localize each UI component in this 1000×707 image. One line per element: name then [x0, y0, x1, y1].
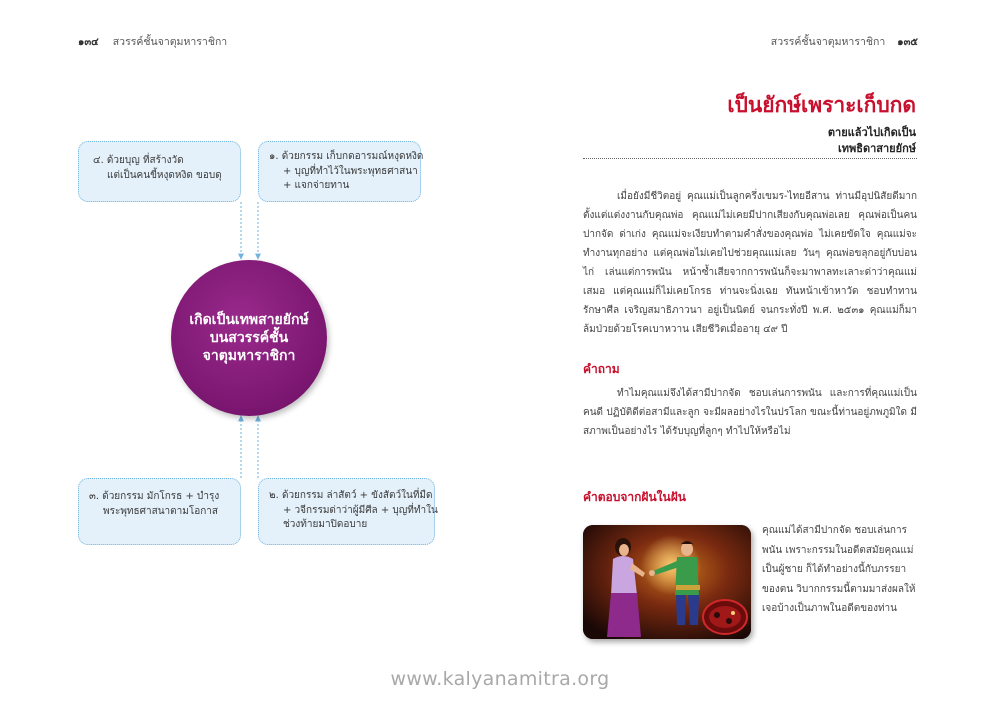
box-text-line: + แจกจ่ายทาน: [283, 180, 350, 191]
center-circle-line: เกิดเป็นเทพสายยักษ์: [189, 312, 309, 328]
box-text-line: แต่เป็นคนขี้หงุดหงิด ขอบดุ: [107, 169, 222, 181]
article-subtitle: [828, 125, 916, 157]
center-circle-line: จาตุมหาราชิกา: [202, 348, 296, 364]
answer-heading: คำตอบจากฝันในฝัน: [583, 490, 686, 504]
story-text: เมื่อยังมีชีวิตอยู่ คุณแม่เป็นลูกครึ่งเขมร-ไทยอีสาน ท่านมีอุปนิสัยดีมาก ตั้งแต่แต่งงานกับคุณพ่อ คุณแม่ไม่เคยมีปากเสียงกับคุณพ่อเลย คุณพ่อเป็นคนปากจัด ด่าเก่ง คุณแม่จะเงียบทำตามคำสั่งของคุณพ่อ ไม่เคยขัดใจ คุณแม่จะทำงานทุกอย่าง แต่คุณพ่อไม่เคยไปช่วยคุณแม่เลย วันๆ คุณพ่อขลุกอยู่กับบ่อนไก่ เล่นแต่การพนัน หน้าซ้ำเสียจากการพนันก็จะมาพาลทะเลาะด่าว่าคุณแม่เสมอ แต่คุณแม่ก็ไม่เคยโกรธ ท่านจะนิ่งเฉย ทันหน้าเข้าหาวัด ชอบทำทาน รักษาศีล เจริญสมาธิภาวนา อยู่เป็นนิตย์ จนกระทั่งปี พ.ศ. ๒๕๓๑ คุณแม่ก็มาล้มป่วยด้วยโรคเบาหวาน เสียชีวิตเมื่ออายุ ๔๙ ปี: [583, 191, 917, 335]
question-text: ทำไมคุณแม่จึงได้สามีปากจัด ชอบเล่นการพนัน และการที่คุณแม่เป็นคนดี ปฏิบัติดีต่อสามีและลูก จะมีผลอย่างไรในปรโลก ขณะนี้ท่านอยู่ภพภูมิใด มีสภาพเป็นอย่างไร ได้รับบุญที่ลูกๆ ทำไปให้หรือไม่: [583, 388, 917, 437]
center-circle: [171, 260, 327, 416]
box-text-line: ช่วงท้ายมาปิดอบาย: [283, 519, 368, 530]
subtitle-line: ตายแล้วไปเกิดเป็น: [827, 126, 916, 139]
footer-watermark-url: www.kalyanamitra.org: [390, 668, 610, 690]
right-page-number: ๑๓๕: [897, 37, 918, 48]
illustration-svg: [583, 525, 751, 639]
box-text-line: + บุญที่ทำไว้ในพระพุทธศาสนา: [283, 165, 418, 177]
answer-paragraph: [762, 521, 919, 619]
diagram-box-4: [78, 141, 241, 202]
article-title: เป็นยักษ์เพราะเก็บกด: [727, 93, 916, 117]
diagram-box-3: [78, 478, 241, 545]
box-text-line: ๔. ด้วยบุญ ที่สร้างวัด: [93, 155, 184, 166]
box-text-line: ๓. ด้วยกรรม มักโกรธ + บำรุง: [89, 491, 220, 502]
dream-illustration: [583, 525, 751, 639]
left-page-number: ๑๓๔: [78, 37, 99, 48]
dotted-divider: [583, 158, 917, 159]
right-header-title: สวรรค์ชั้นจาตุมหาราชิกา: [770, 36, 886, 48]
story-paragraph: [583, 187, 917, 339]
question-heading: คำถาม: [583, 362, 620, 376]
box-text-line: ๑. ด้วยกรรม เก็บกดอารมณ์หงุดหงิด: [269, 151, 424, 162]
subtitle-line: เทพธิดาสายยักษ์: [838, 142, 916, 155]
diagram-box-1: [258, 141, 424, 202]
left-header-title: สวรรค์ชั้นจาตุมหาราชิกา: [112, 36, 228, 48]
vision-bubble: [703, 600, 747, 634]
box-text-line: + วจีกรรมด่าว่าผู้มีศีล + บุญที่ทำใน: [283, 504, 438, 516]
center-circle-line: บนสวรรค์ชั้น: [209, 330, 289, 346]
answer-text: คุณแม่ได้สามีปากจัด ชอบเล่นการพนัน เพราะกรรมในอดีตสมัยคุณแม่เป็นผู้ชาย ก็ได้ทำอย่างนี้กับภรรยาของตน วิบากกรรมนี้ตามมาส่งผลให้เจอบ้างเป็นภาพในอดีตของท่าน: [762, 525, 916, 614]
question-paragraph: [583, 384, 917, 441]
box-text-line: พระพุทธศาสนาตามโอกาส: [103, 505, 218, 517]
box-text-line: ๒. ด้วยกรรม ล่าสัตว์ + ขังสัตว์ในที่มืด: [269, 490, 433, 501]
diagram-box-2: [258, 478, 438, 545]
